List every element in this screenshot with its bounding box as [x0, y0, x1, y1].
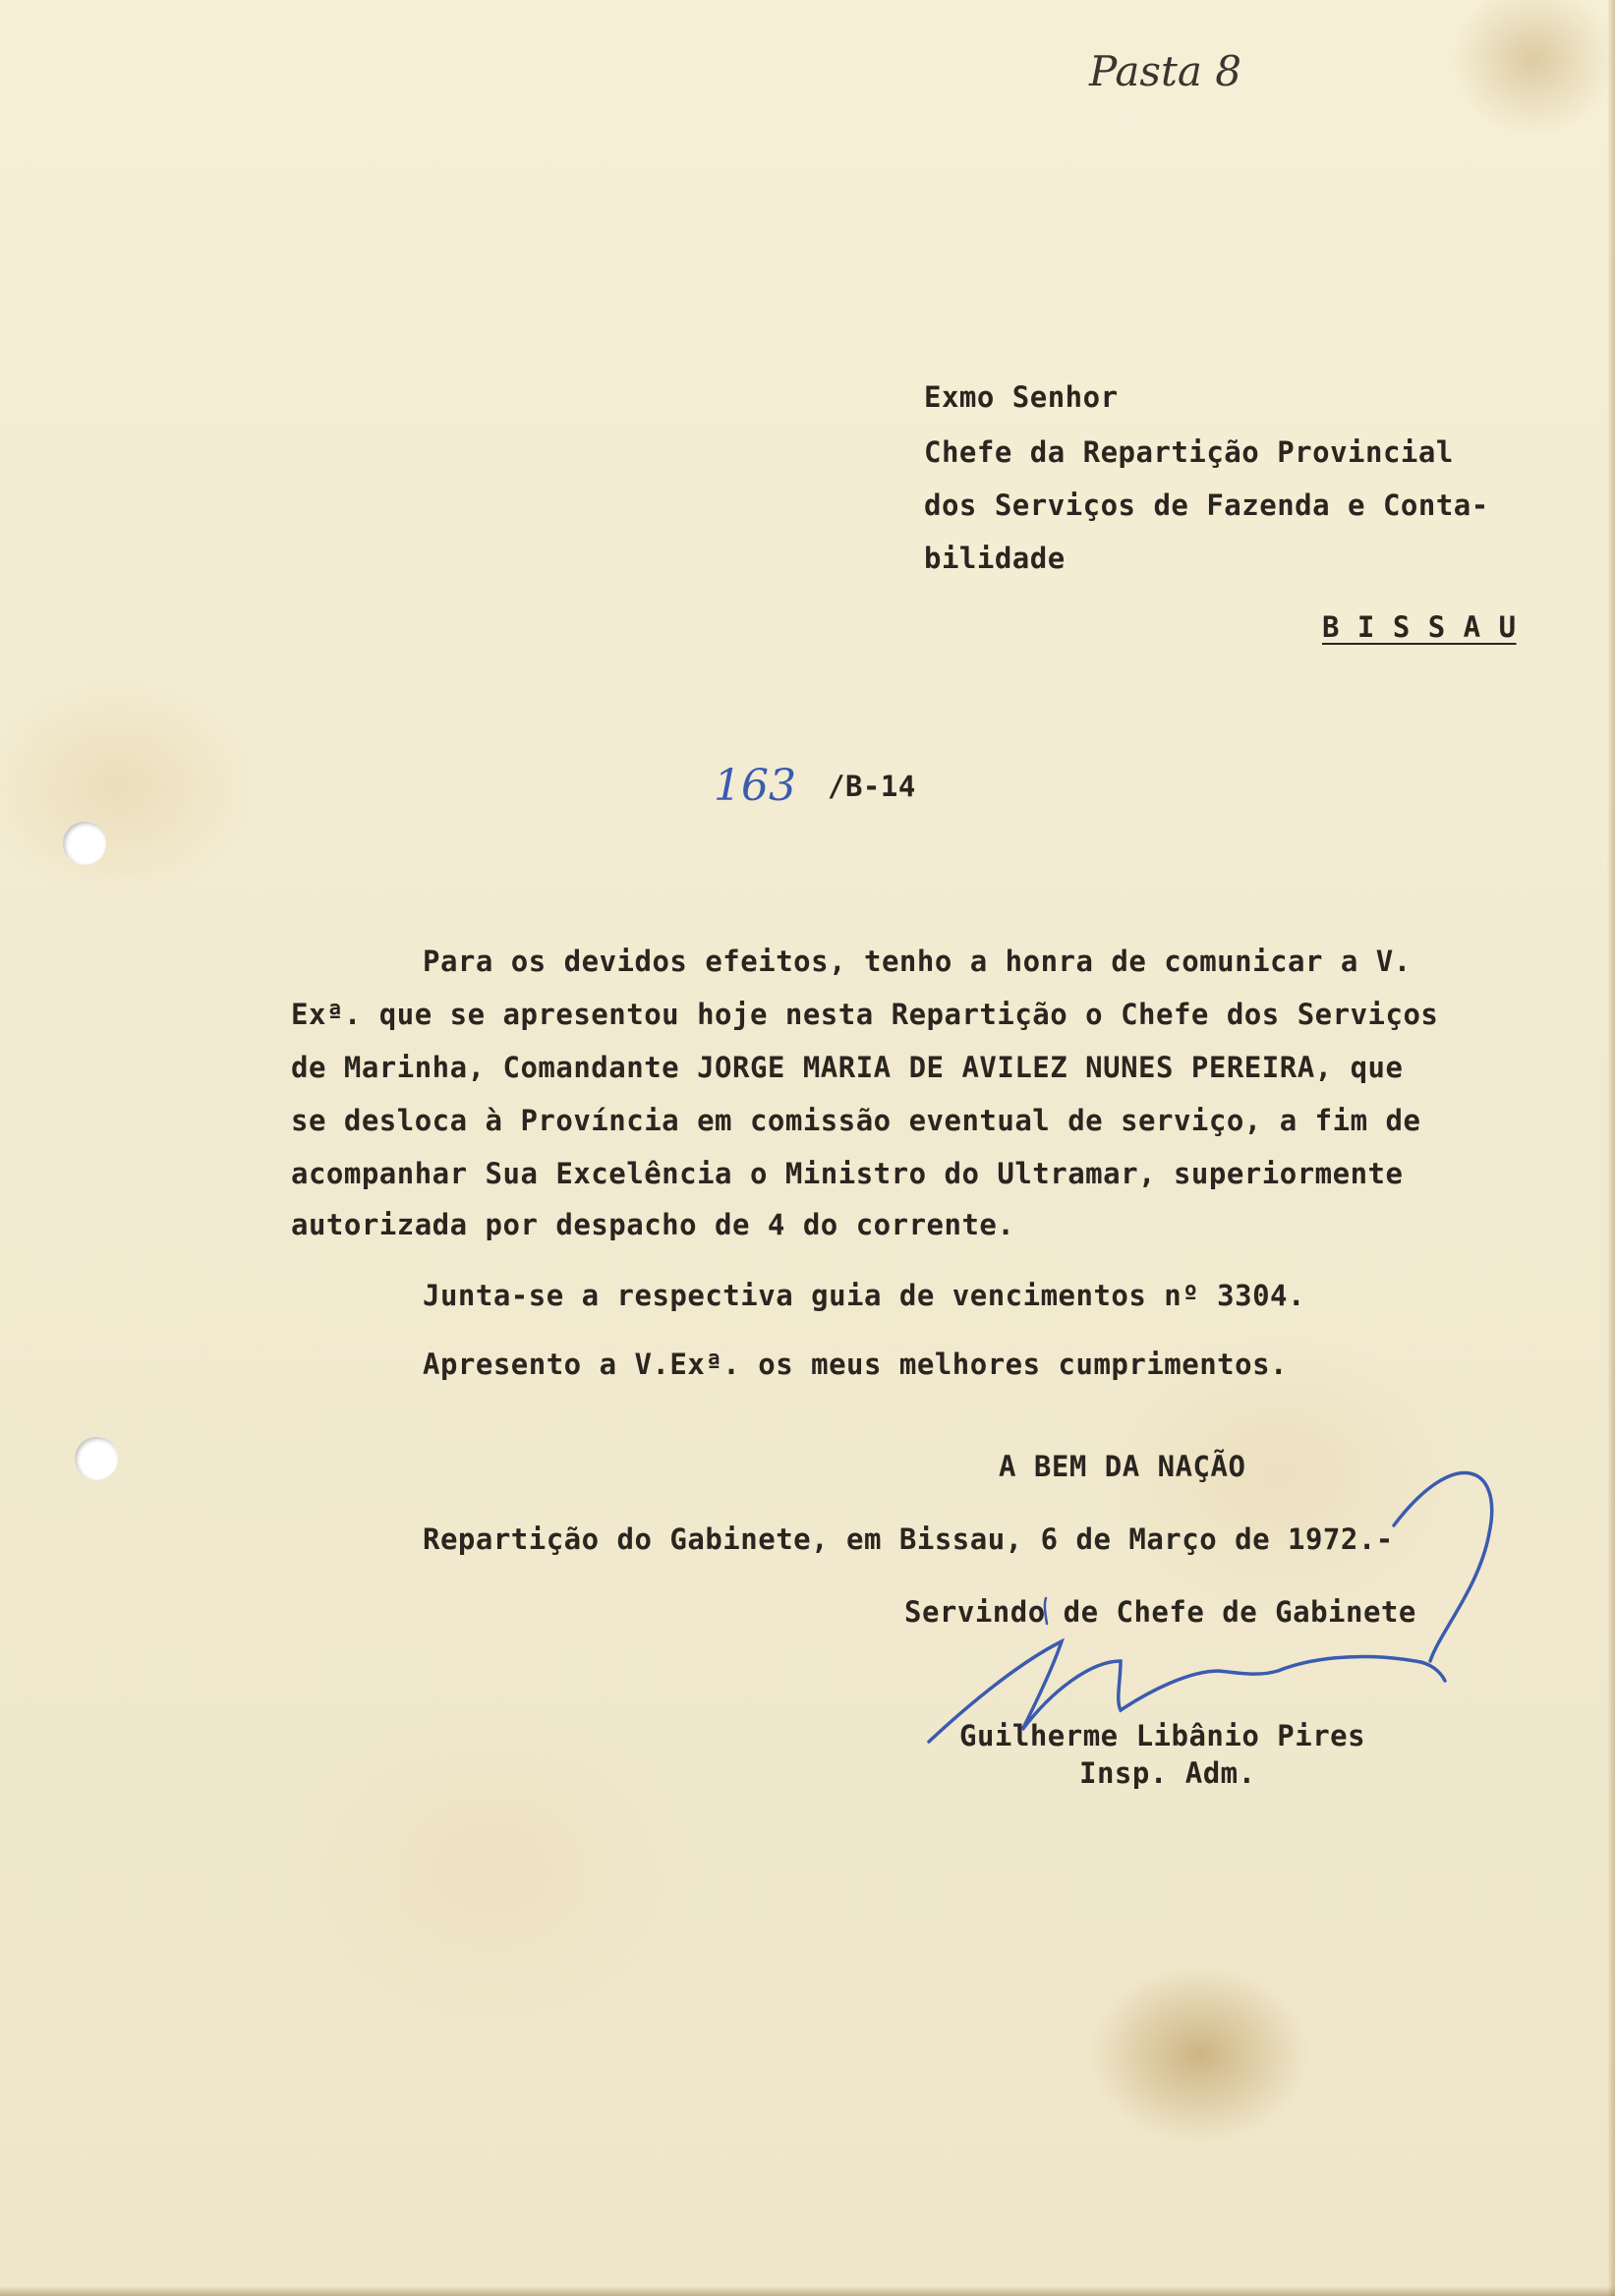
greeting-line: Apresento a V.Exª. os meus melhores cumprimentos. [423, 1348, 1289, 1381]
reference-code: /B-14 [828, 770, 916, 803]
closing-motto: A BEM DA NAÇÃO [999, 1450, 1246, 1483]
addressee-city: B I S S A U [1322, 610, 1517, 644]
addressee-salutation: Exmo Senhor [924, 380, 1119, 414]
addressee-department-cont: bilidade [924, 542, 1066, 575]
handwritten-annotation: Pasta 8 [1089, 47, 1241, 95]
place-and-date: Repartição do Gabinete, em Bissau, 6 de Março de 1972.- [423, 1522, 1394, 1556]
attachment-note: Junta-se a respectiva guia de vencimentos nº 3304. [423, 1279, 1305, 1312]
body-line-3: de Marinha, Comandante JORGE MARIA DE AVILEZ NUNES PEREIRA, que [291, 1051, 1404, 1084]
body-line-4: se desloca à Província em comissão eventual de serviço, a fim de [291, 1104, 1421, 1137]
handwritten-reference-number: 163 [714, 761, 796, 811]
signatory-title: Insp. Adm. [1079, 1756, 1256, 1790]
addressee-office: Chefe da Repartição Provincial [924, 435, 1454, 469]
body-line-5: acompanhar Sua Excelência o Ministro do Ultramar, superiormente [291, 1157, 1404, 1190]
addressee-department: dos Serviços de Fazenda e Conta- [924, 488, 1489, 522]
signatory-name: Guilherme Libânio Pires [959, 1719, 1366, 1752]
body-line-6: autorizada por despacho de 4 do corrente. [291, 1208, 1015, 1241]
body-line-2: Exª. que se apresentou hoje nesta Repartição o Chefe dos Serviços [291, 998, 1439, 1031]
signatory-role: Servindo de Chefe de Gabinete [904, 1595, 1416, 1629]
body-line-1: Para os devidos efeitos, tenho a honra de comunicar a V. [423, 945, 1412, 978]
